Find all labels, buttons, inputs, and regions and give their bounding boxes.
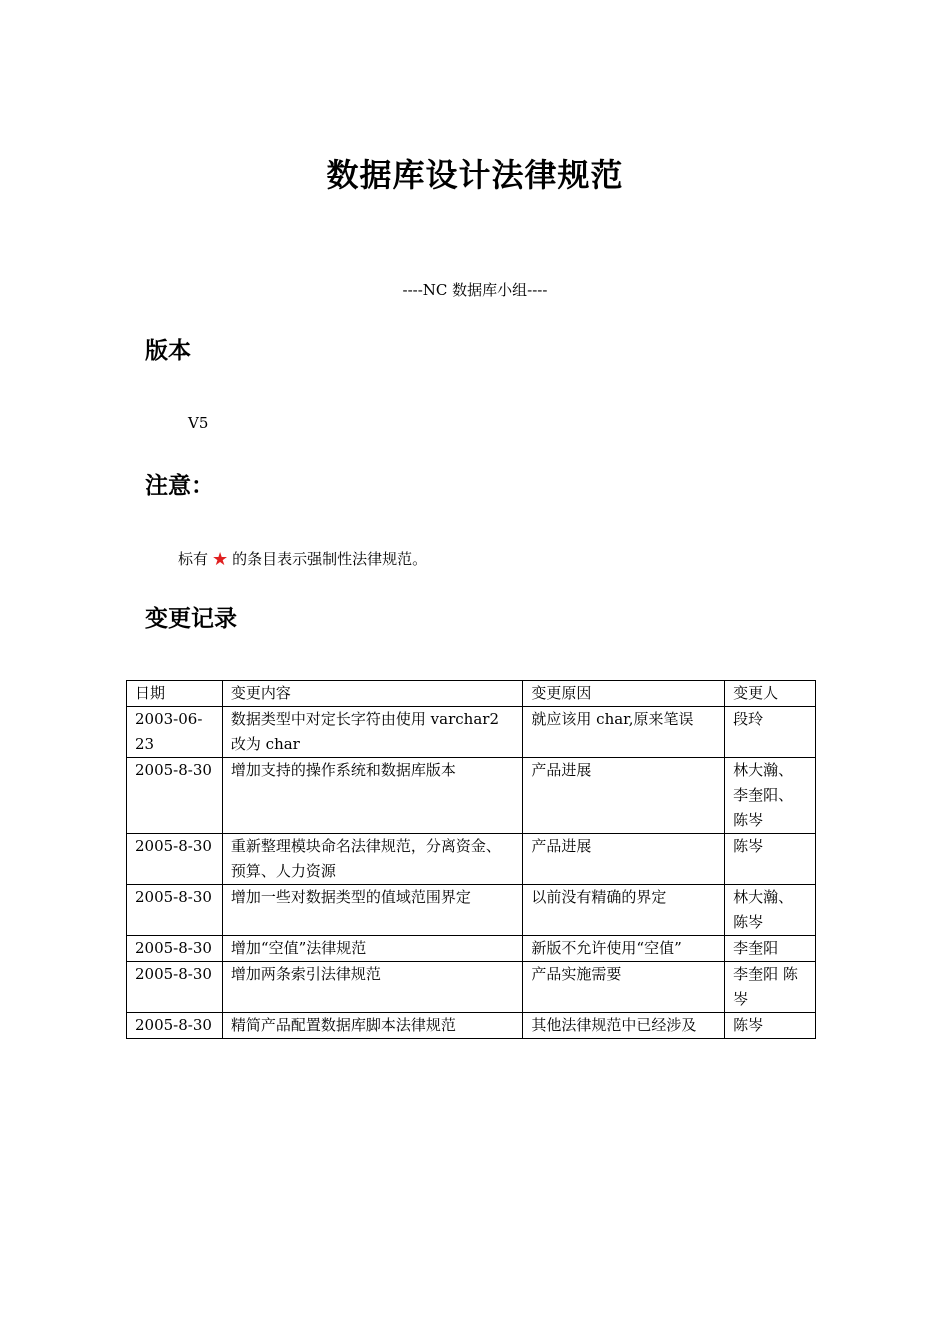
table-row [127, 758, 816, 834]
cell-reason: 产品进展 [523, 758, 725, 834]
cell-person: 段玲 [725, 707, 816, 758]
cell-date: 2005-8-30 [127, 758, 223, 834]
version-value: V5 [188, 414, 209, 432]
table-row [127, 1013, 816, 1039]
table-row [127, 834, 816, 885]
cell-date: 2005-8-30 [127, 962, 223, 1013]
cell-date: 2003-06-23 [127, 707, 223, 758]
header-content: 变更内容 [222, 681, 523, 707]
cell-content: 精简产品配置数据库脚本法律规范 [222, 1013, 523, 1039]
header-person: 变更人 [725, 681, 816, 707]
cell-content: 增加两条索引法律规范 [222, 962, 523, 1013]
changelog-table [126, 680, 816, 1039]
notice-text [178, 548, 427, 570]
document-subtitle: ----NC 数据库小组---- [402, 281, 548, 299]
cell-reason: 就应该用 char,原来笔误 [523, 707, 725, 758]
changes-heading: 变更记录 [145, 606, 237, 632]
header-date: 日期 [127, 681, 223, 707]
cell-content: 增加“空值”法律规范 [222, 936, 523, 962]
star-icon: ★ [212, 549, 229, 570]
cell-person: 陈岑 [725, 1013, 816, 1039]
cell-person: 林大瀚、陈岑 [725, 885, 816, 936]
cell-reason: 产品进展 [523, 834, 725, 885]
cell-date: 2005-8-30 [127, 1013, 223, 1039]
cell-reason: 其他法律规范中已经涉及 [523, 1013, 725, 1039]
cell-date: 2005-8-30 [127, 834, 223, 885]
table-row [127, 962, 816, 1013]
header-reason: 变更原因 [523, 681, 725, 707]
notice-suffix: 的条目表示强制性法律规范。 [232, 550, 428, 568]
table-row [127, 885, 816, 936]
cell-person: 林大瀚、李奎阳、陈岑 [725, 758, 816, 834]
table-header-row [127, 681, 816, 707]
cell-date: 2005-8-30 [127, 885, 223, 936]
cell-person: 李奎阳 [725, 936, 816, 962]
cell-person: 李奎阳 陈岑 [725, 962, 816, 1013]
table-row [127, 936, 816, 962]
cell-content: 数据类型中对定长字符由使用 varchar2 改为 char [222, 707, 523, 758]
cell-content: 增加一些对数据类型的值域范围界定 [222, 885, 523, 936]
cell-reason: 以前没有精确的界定 [523, 885, 725, 936]
cell-content: 重新整理模块命名法律规范，分离资金、预算、人力资源 [222, 834, 523, 885]
notice-prefix: 标有 [178, 550, 209, 568]
cell-reason: 新版不允许使用“空值” [523, 936, 725, 962]
cell-content: 增加支持的操作系统和数据库版本 [222, 758, 523, 834]
table-row [127, 707, 816, 758]
cell-person: 陈岑 [725, 834, 816, 885]
version-heading: 版本 [145, 338, 191, 364]
cell-reason: 产品实施需要 [523, 962, 725, 1013]
cell-date: 2005-8-30 [127, 936, 223, 962]
notice-heading: 注意： [145, 473, 214, 499]
document-title: 数据库设计法律规范 [326, 156, 624, 194]
